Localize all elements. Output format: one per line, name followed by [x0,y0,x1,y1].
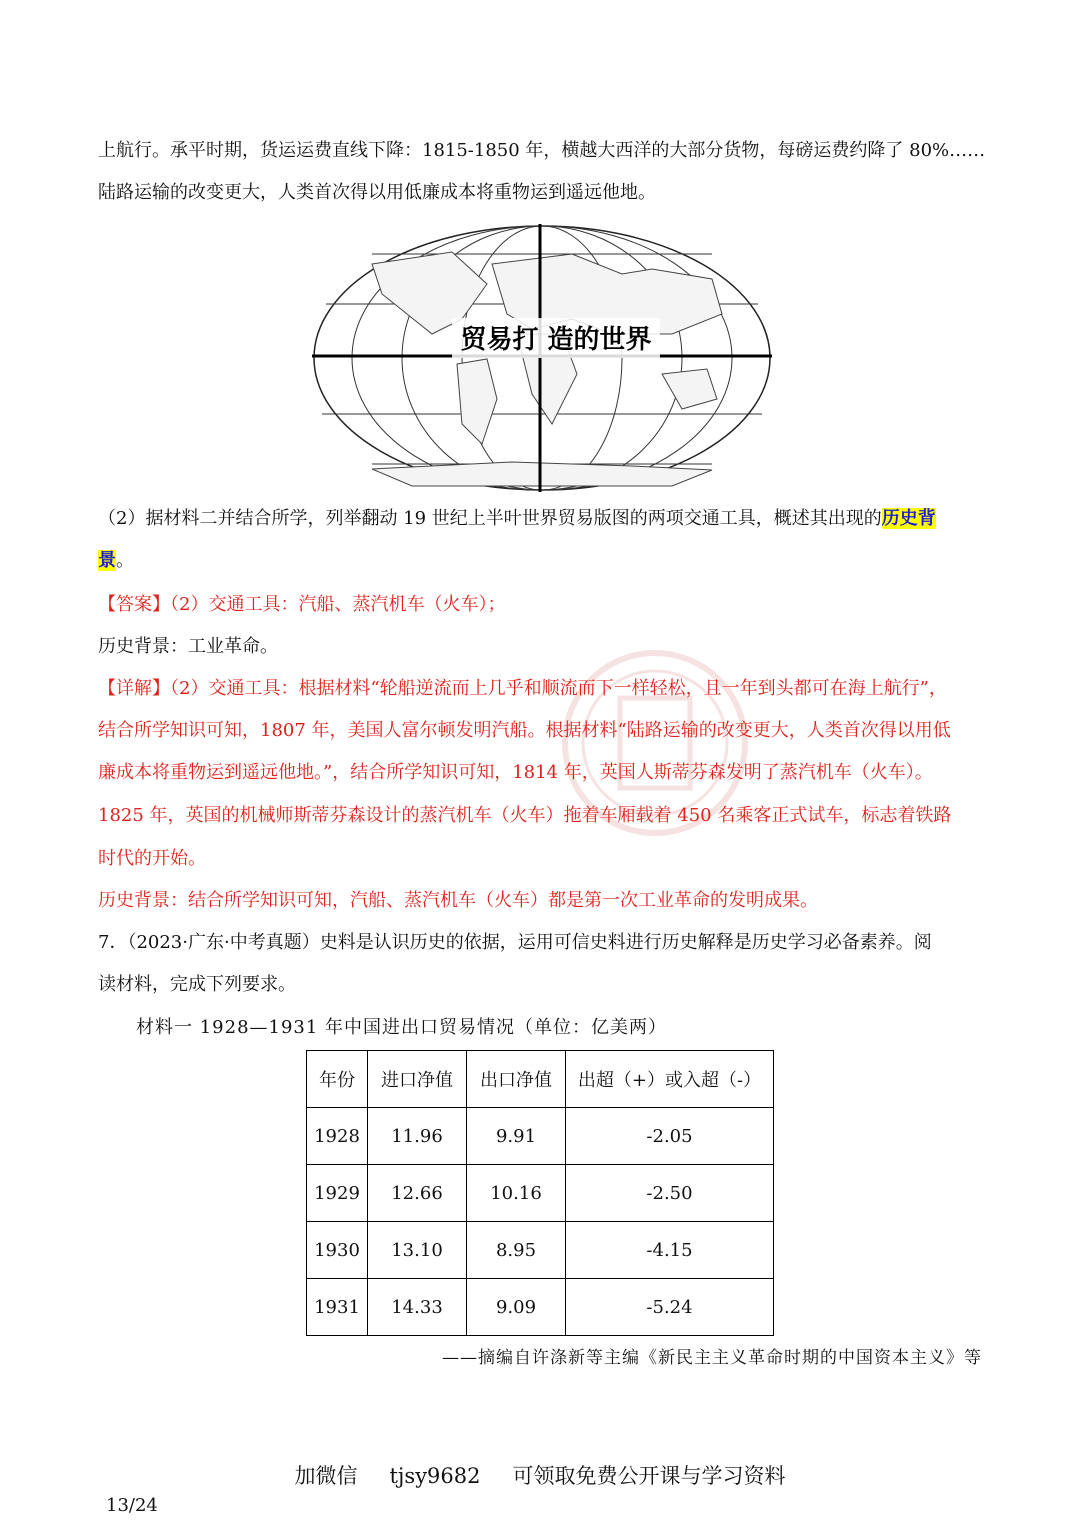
cell-import: 11.96 [368,1108,467,1165]
analysis-line-5: 时代的开始。 [98,848,206,869]
footer-label: 加微信 [294,1464,358,1488]
footer-wechat-id: tjsy9682 [389,1464,481,1488]
cell-balance: -4.15 [566,1222,774,1279]
footer-promo-text: 可领取免费公开课与学习资料 [512,1464,786,1488]
analysis-line-1 [98,668,982,710]
header-export: 出口净值 [467,1051,566,1108]
cell-year: 1928 [307,1108,368,1165]
answer-line [98,584,982,626]
q7-line-2: 读材料，完成下列要求。 [98,974,296,995]
header-balance: 出超（+）或入超（-） [566,1051,774,1108]
cell-export: 8.95 [467,1222,566,1279]
cell-export: 9.91 [467,1108,566,1165]
map-title: 贸易打 造的世界 [460,325,652,355]
cell-year: 1930 [307,1222,368,1279]
answer-text: （2）交通工具：汽船、蒸汽机车（火车）； [170,594,506,615]
question-end: 。 [116,550,134,571]
cell-import: 14.33 [368,1279,467,1336]
analysis-tag: 【详解】 [98,678,170,699]
table-header-row [307,1051,774,1108]
cell-balance: -2.50 [566,1165,774,1222]
q7-line-1: 7．（2023·广东·中考真题）史料是认识历史的依据，运用可信史料进行历史解释是历史学习必备素养。阅 [98,932,932,953]
question-text: （2）据材料二并结合所学，列举翻动 19 世纪上半叶世界贸易版图的两项交通工具，概述其出现的 [98,508,882,529]
table-source: ——摘编自许涤新等主编《新民主主义革命时期的中国资本主义》等 [442,1348,982,1368]
table-row [307,1222,774,1279]
header-import: 进口净值 [368,1051,467,1108]
header-year: 年份 [307,1051,368,1108]
highlight-history-1: 历史背 [881,508,936,529]
page-number: 13/24 [106,1495,158,1516]
world-map-figure [312,224,772,492]
answer-tag: 【答案】 [98,594,170,615]
table-row [307,1165,774,1222]
question-2-cont [98,540,982,582]
analysis-line-3: 廉成本将重物运到遥远他地。”，结合所学知识可知，1814 年，英国人斯蒂芬森发明了蒸汽机车（火车）。 [98,762,933,783]
table-row [307,1108,774,1165]
cell-balance: -2.05 [566,1108,774,1165]
question-2 [98,498,982,540]
cell-import: 13.10 [368,1222,467,1279]
trade-table [306,1050,774,1336]
cell-export: 9.09 [467,1279,566,1336]
table-caption: 材料一 1928—1931 年中国进出口贸易情况（单位：亿美两） [136,1017,668,1038]
footer-promo [0,1460,1080,1492]
analysis-text-1: （2）交通工具：根据材料“轮船逆流而上几乎和顺流而下一样轻松，且一年到头都可在海上航行”， [170,678,947,699]
cell-import: 12.66 [368,1165,467,1222]
analysis-line-6: 历史背景：结合所学知识可知，汽船、蒸汽机车（火车）都是第一次工业革命的发明成果。 [98,890,818,911]
cell-year: 1929 [307,1165,368,1222]
highlight-history-2: 景 [98,550,116,571]
intro-line-1: 上航行。承平时期，货运运费直线下降：1815-1850 年，横越大西洋的大部分货物，每磅运费约降了 80%…… [98,140,986,161]
cell-balance: -5.24 [566,1279,774,1336]
answer-background: 历史背景：工业革命。 [98,636,278,657]
analysis-line-2: 结合所学知识可知，1807 年，美国人富尔顿发明汽船。根据材料“陆路运输的改变更大，人类首次得以用低 [98,720,951,741]
intro-line-2: 陆路运输的改变更大，人类首次得以用低廉成本将重物运到遥远他地。 [98,182,656,203]
analysis-line-4: 1825 年，英国的机械师斯蒂芬森设计的蒸汽机车（火车）拖着车厢载着 450 名乘客正式试车，标志着铁路 [98,805,952,826]
cell-export: 10.16 [467,1165,566,1222]
cell-year: 1931 [307,1279,368,1336]
table-row [307,1279,774,1336]
